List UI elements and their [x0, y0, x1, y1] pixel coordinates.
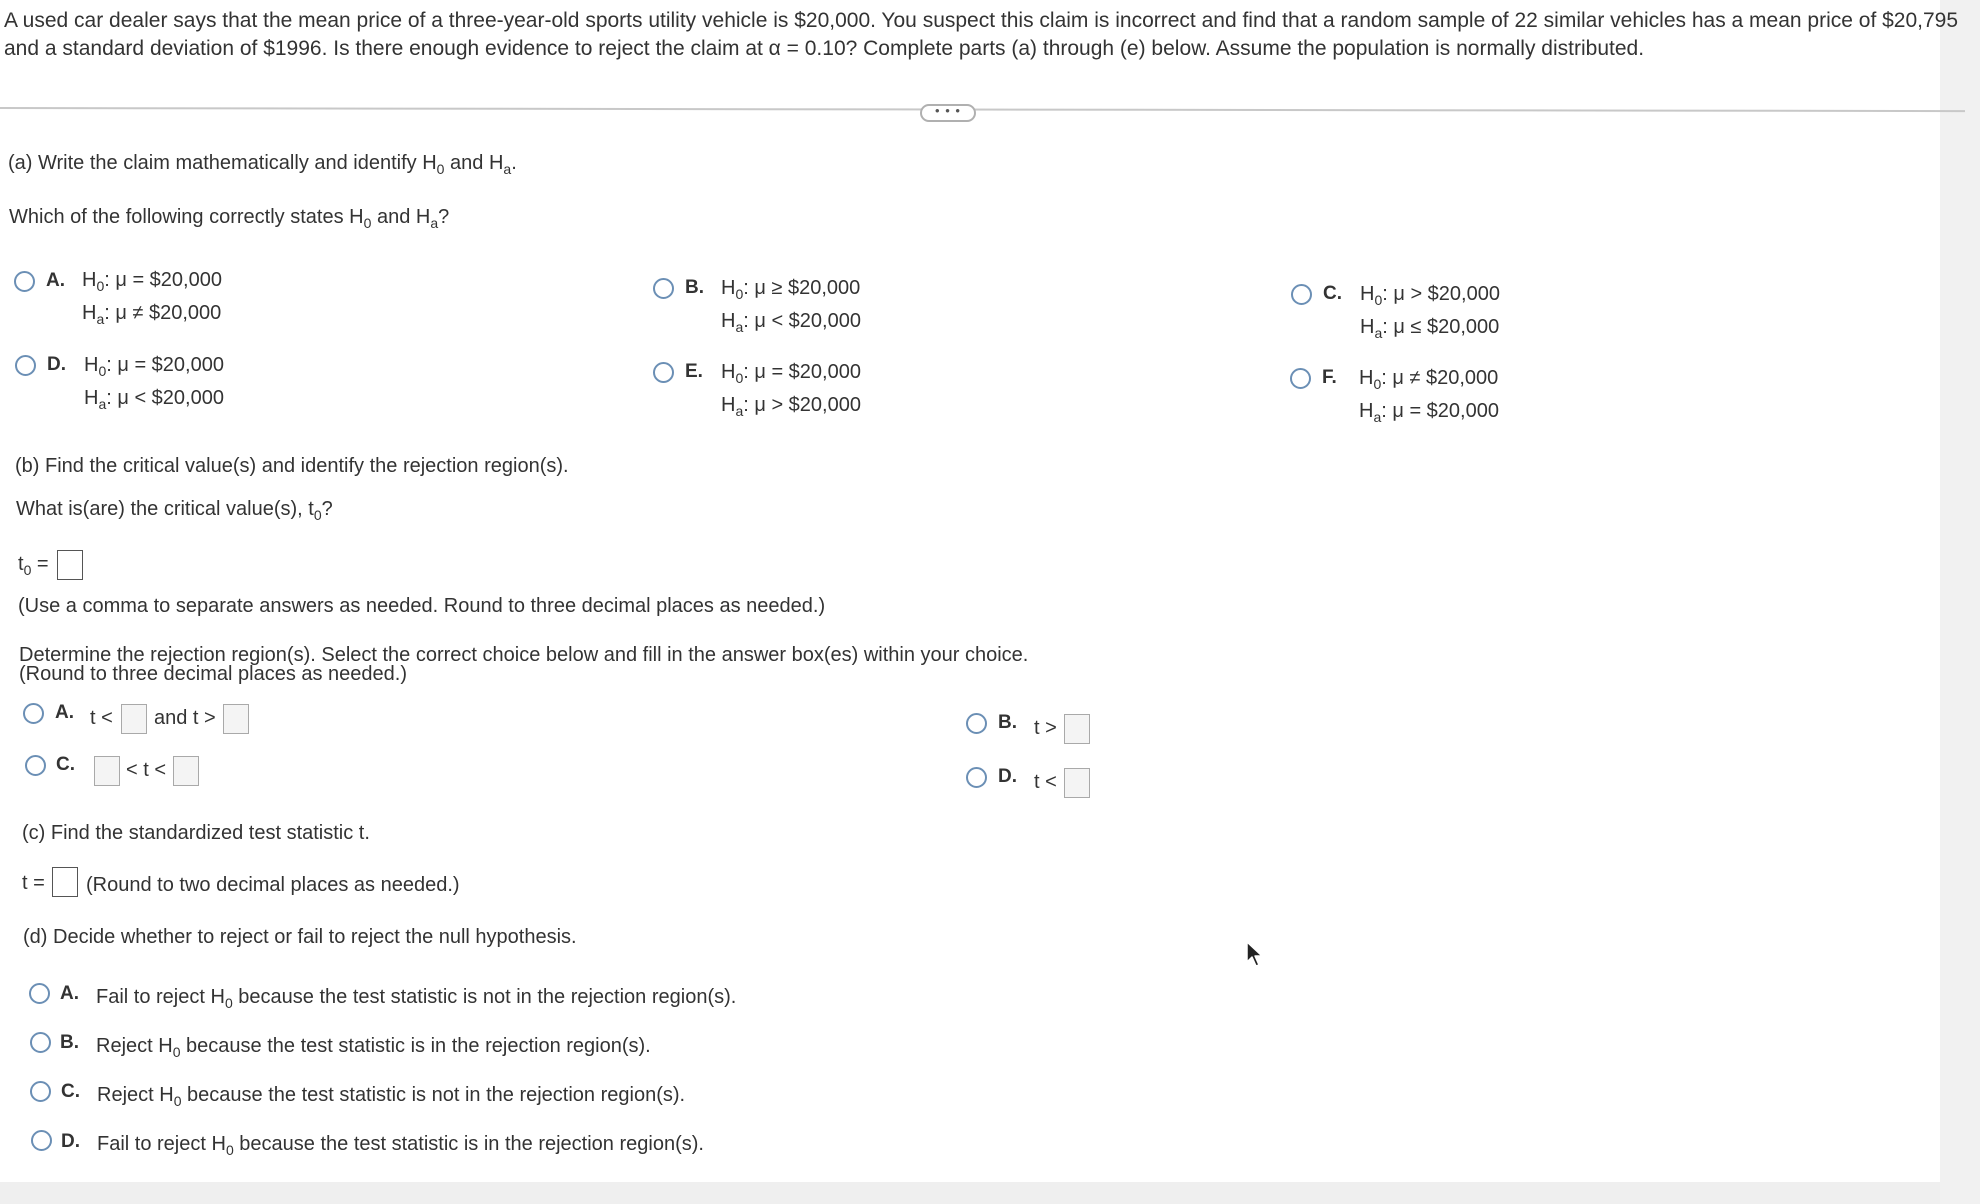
- mouse-cursor-icon: [1245, 940, 1265, 973]
- part-a-option-b-radio[interactable]: [653, 278, 674, 299]
- part-a-option-b-text[interactable]: $H_0$: μ ≥ $20,000 $H_a$: μ < $20,000: [721, 277, 861, 335]
- region-option-d-radio[interactable]: [966, 767, 987, 788]
- region-option-a-and-t-greater: and t >: [154, 707, 216, 729]
- part-b-note: (Use a comma to separate answers as needed. Round to three decimal places as needed.): [18, 595, 826, 617]
- part-d-option-c-radio[interactable]: [30, 1081, 51, 1102]
- part-a-option-e-radio[interactable]: [653, 362, 674, 383]
- region-option-c-letter: C.: [56, 754, 75, 775]
- region-option-a-t-less: t <: [90, 707, 113, 729]
- part-d-option-b-radio[interactable]: [30, 1032, 51, 1053]
- part-d-option-c-letter: C.: [61, 1081, 80, 1102]
- part-a-option-d-radio[interactable]: [15, 355, 36, 376]
- region-option-c-box-2[interactable]: [173, 756, 199, 786]
- part-d-option-b-text[interactable]: Reject $H_0$ because the test statistic is in the rejection region(s).: [96, 1035, 651, 1060]
- region-option-b-letter: B.: [998, 712, 1017, 733]
- region-option-b-box[interactable]: [1064, 714, 1090, 744]
- region-option-d-box[interactable]: [1064, 768, 1090, 798]
- part-b-region-round: (Round to three decimal places as needed.): [19, 663, 408, 685]
- part-a-option-a-text[interactable]: $H_0$: μ = $20,000 $H_a$: μ ≠ $20,000: [82, 269, 222, 327]
- bottom-bar: [0, 1182, 1940, 1204]
- part-d-option-b-letter: B.: [60, 1032, 79, 1053]
- part-a-option-f-letter: F.: [1322, 367, 1337, 388]
- region-option-d-t-less: t <: [1034, 771, 1057, 793]
- part-a-question: Which of the following correctly states $H_0$ and $H_a$?: [9, 206, 450, 231]
- region-option-b-radio[interactable]: [966, 713, 987, 734]
- t0-answer-box[interactable]: [57, 550, 83, 580]
- region-option-a-box-1[interactable]: [121, 704, 147, 734]
- region-option-a-box-2[interactable]: [223, 704, 249, 734]
- right-scroll-gutter: [1940, 0, 1980, 1204]
- region-option-c-between: < t <: [126, 759, 167, 781]
- t0-label: $t_0$ =: [18, 553, 49, 578]
- part-a-option-a-letter: A.: [46, 270, 65, 291]
- part-a-option-c-radio[interactable]: [1291, 284, 1312, 305]
- part-a-option-c-text[interactable]: $H_0$: μ > $20,000 $H_a$: μ ≤ $20,000: [1360, 283, 1500, 341]
- region-option-a-letter: A.: [55, 702, 74, 723]
- expand-button[interactable]: • • •: [920, 104, 976, 122]
- part-c-heading: (c) Find the standardized test statistic t.: [22, 822, 370, 844]
- part-d-option-a-radio[interactable]: [29, 983, 50, 1004]
- part-a-option-f-radio[interactable]: [1290, 368, 1311, 389]
- part-b-region-prompt: Determine the rejection region(s). Select the correct choice below and fill in the answer box(es) within your choice.: [19, 644, 1029, 666]
- part-a-option-e-text[interactable]: $H_0$: μ = $20,000 $H_a$: μ > $20,000: [721, 361, 861, 419]
- part-b-heading: (b) Find the critical value(s) and identify the rejection region(s).: [15, 455, 569, 477]
- part-d-option-a-text[interactable]: Fail to reject $H_0$ because the test statistic is not in the rejection region(s).: [96, 986, 737, 1011]
- part-d-option-c-text[interactable]: Reject $H_0$ because the test statistic is not in the rejection region(s).: [97, 1084, 686, 1109]
- part-a-option-e-letter: E.: [685, 361, 703, 382]
- t-statistic-label: t =: [22, 872, 45, 894]
- part-a-option-a-radio[interactable]: [14, 271, 35, 292]
- region-option-c-box-1[interactable]: [94, 756, 120, 786]
- part-a-option-c-letter: C.: [1323, 283, 1342, 304]
- part-d-option-a-letter: A.: [60, 983, 79, 1004]
- part-a-option-d-letter: D.: [47, 354, 66, 375]
- part-d-option-d-radio[interactable]: [31, 1130, 52, 1151]
- part-c-note: (Round to two decimal places as needed.): [86, 874, 460, 896]
- part-b-question: What is(are) the critical value(s), $t_0$?: [16, 498, 333, 523]
- region-option-d-letter: D.: [998, 766, 1017, 787]
- region-option-a-radio[interactable]: [23, 703, 44, 724]
- part-d-option-d-letter: D.: [61, 1131, 80, 1152]
- part-a-option-b-letter: B.: [685, 277, 704, 298]
- region-option-b-t-greater: t >: [1034, 717, 1057, 739]
- part-a-heading: (a) Write the claim mathematically and identify $H_0$ and $H_a$.: [8, 152, 517, 177]
- part-d-option-d-text[interactable]: Fail to reject $H_0$ because the test statistic is in the rejection region(s).: [97, 1133, 704, 1158]
- part-a-option-d-text[interactable]: $H_0$: μ = $20,000 $H_a$: μ < $20,000: [84, 354, 224, 412]
- problem-statement: A used car dealer says that the mean price of a three-year-old sports utility vehicle is $20,000. You suspect this claim is incorrect and find that a random sample of 22 similar vehicles has a mean price of $20,795 and a standard deviation of $1996. Is there enough evidence to reject the claim at α = 0.10? Complete parts (a) through (e) below. Assume the population is normally distributed.: [4, 9, 1959, 60]
- region-option-c-radio[interactable]: [25, 755, 46, 776]
- part-d-heading: (d) Decide whether to reject or fail to reject the null hypothesis.: [23, 926, 577, 948]
- t-statistic-answer-box[interactable]: [52, 867, 78, 897]
- part-a-option-f-text[interactable]: $H_0$: μ ≠ $20,000 $H_a$: μ = $20,000: [1359, 367, 1499, 425]
